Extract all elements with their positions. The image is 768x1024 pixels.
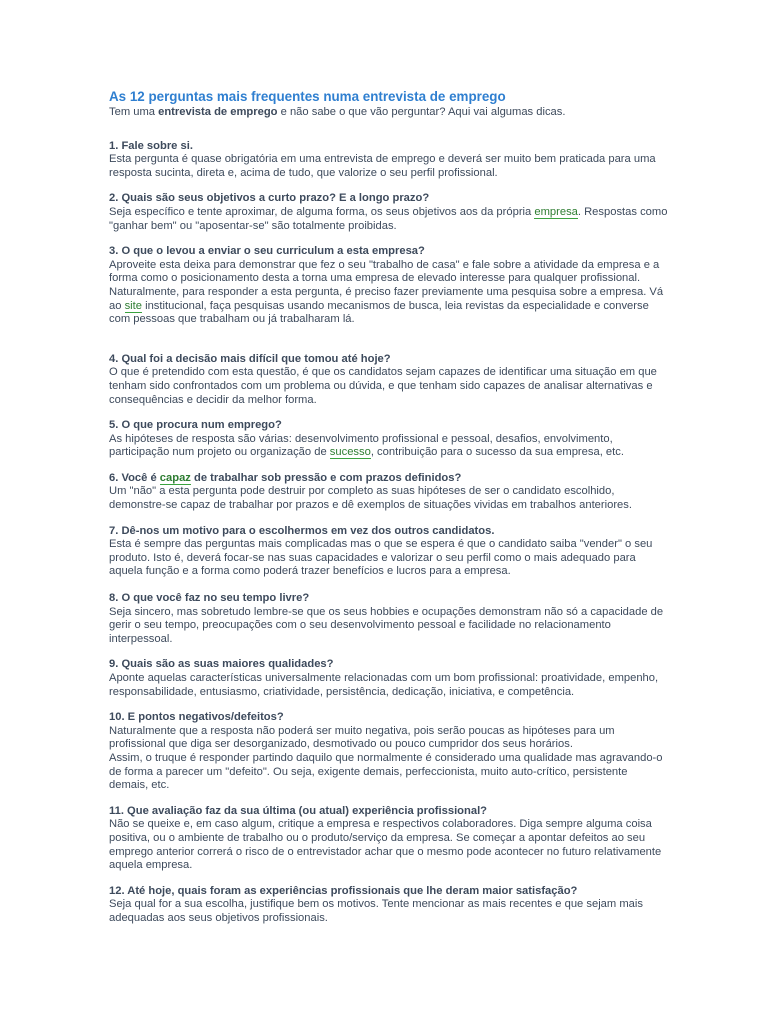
- answer-line: resposta sucinta, direta e, acima de tudo, que valorize o seu perfil profissional.: [109, 166, 498, 179]
- question-title: 3. O que o levou a enviar o seu curriculum a esta empresa?: [109, 245, 425, 258]
- answer-line: tenham sido confrontados com um problema ou dúvida, e que tenham sido capazes de analisar alternativas e: [109, 379, 653, 392]
- question-11: [109, 805, 669, 873]
- answer-text: ao: [109, 299, 125, 312]
- answer-line: demais, etc.: [109, 779, 170, 792]
- question-1: [109, 140, 669, 181]
- answer-line: Esta pergunta é quase obrigatória em uma entrevista de emprego e deverá ser muito bem praticada para uma: [109, 153, 656, 166]
- answer-line: [109, 206, 669, 220]
- question-title: 8. O que você faz no seu tempo livre?: [109, 592, 310, 605]
- question-title: 4. Qual foi a decisão mais difícil que tomou até hoje?: [109, 352, 391, 365]
- answer-line: Seja sincero, mas sobretudo lembre-se que os seus hobbies e ocupações demonstram não só a capacidade de: [109, 605, 664, 618]
- intro-text-end: e não sabe o que vão perguntar? Aqui vai algumas dicas.: [277, 106, 566, 118]
- answer-line: Seja qual for a sua escolha, justifique bem os motivos. Tente mencionar as mais recentes e que sejam mais: [109, 898, 643, 911]
- answer-line: Naturalmente, para responder a esta pergunta, é preciso fazer previamente uma pesquisa sobre a empresa. Vá: [109, 285, 664, 298]
- answer-text: Seja específico e tente aproximar, de alguma forma, os seus objetivos aos da própria: [109, 205, 535, 218]
- article: [109, 88, 669, 926]
- answer-line: aquela função e a forma como poderá trazer benefícios e lucros para a empresa.: [109, 565, 511, 578]
- answer-line: gerir o seu tempo, preocupações com o seu desenvolvimento pessoal e facilidade no relacionamento: [109, 619, 611, 632]
- intro-paragraph: [109, 106, 669, 120]
- question-12: [109, 885, 669, 926]
- question-4: [109, 353, 669, 407]
- answer-line: produto. Isto é, deverá focar-se nas suas capacidades e valorizar o seu perfil como o mais adequado para: [109, 551, 636, 564]
- intro-bold-text: entrevista de emprego: [158, 106, 278, 118]
- answer-line: Naturalmente que a resposta não poderá ser muito negativa, pois serão poucas as hipóteses para um: [109, 724, 615, 737]
- question-9: [109, 658, 669, 699]
- question-7: [109, 525, 669, 579]
- answer-line: Um "não" a esta pergunta pode destruir por completo as suas hipóteses de ser o candidato escolhido,: [109, 485, 615, 498]
- answer-text: participação num projeto ou organização de: [109, 446, 330, 459]
- answer-line: Aponte aquelas características universalmente relacionadas com um bom profissional: proatividade, empenho,: [109, 672, 659, 684]
- answer-line: de forma a parecer um "defeito". Ou seja, exigente demais, perfeccionista, muito auto-crítico, persistente: [109, 765, 628, 778]
- question-title: 5. O que procura num emprego?: [109, 419, 282, 432]
- answer-text: . Respostas como: [577, 205, 668, 218]
- question-8: [109, 592, 669, 646]
- question-2: [109, 192, 669, 233]
- link-capaz[interactable]: capaz: [159, 471, 191, 484]
- question-10: [109, 711, 669, 793]
- answer-line: Assim, o truque é responder partindo daquilo que normalmente é considerado uma qualidade mas agravando-o: [109, 751, 663, 764]
- answer-line: [109, 300, 669, 314]
- answer-text: institucional, faça pesquisas usando mecanismos de busca, leia revistas da especialidade e converse: [141, 299, 649, 312]
- question-title: 11. Que avaliação faz da sua última (ou atual) experiência profissional?: [109, 804, 488, 817]
- answer-line: adequadas aos seus objetivos profissionais.: [109, 911, 328, 924]
- link-site[interactable]: site: [124, 299, 142, 312]
- intro-text: Tem uma: [109, 106, 159, 118]
- link-sucesso[interactable]: sucesso: [329, 446, 371, 459]
- question-6: [109, 472, 669, 513]
- answer-line: interpessoal.: [109, 632, 173, 645]
- answer-line: As hipóteses de resposta são várias: desenvolvimento profissional e pessoal, desafios, envolvimento,: [109, 432, 613, 445]
- question-title: 12. Até hoje, quais foram as experiências profissionais que lhe deram maior satisfação?: [109, 884, 578, 897]
- question-3: [109, 245, 669, 327]
- answer-line: demonstre-se capaz de trabalhar por prazos e dê exemplos de situações vividas em trabalhos anteriores.: [109, 499, 632, 512]
- answer-line: com pessoas que trabalham ou já trabalharam lá.: [109, 313, 355, 326]
- answer-line: emprego anterior correrá o risco de o entrevistador achar que o mesmo pode acontecer no futuro relativamente: [109, 845, 662, 858]
- answer-line: O que é pretendido com esta questão, é que os candidatos sejam capazes de identificar uma situação em que: [109, 366, 657, 379]
- link-empresa[interactable]: empresa: [534, 205, 578, 218]
- question-title-text: de trabalhar sob pressão e com prazos definidos?: [190, 471, 462, 484]
- question-title: 1. Fale sobre si.: [109, 139, 193, 152]
- question-title: [109, 472, 669, 486]
- answer-line: positiva, ou o ambiente de trabalho ou o produto/serviço da empresa. Se começar a apontar defeitos ao seu: [109, 831, 646, 844]
- answer-text: , contribuição para o sucesso da sua empresa, etc.: [370, 446, 624, 459]
- page-title: As 12 perguntas mais frequentes numa entrevista de emprego: [109, 89, 506, 104]
- answer-line: consequências e decidir da melhor forma.: [109, 393, 317, 406]
- answer-line: [109, 446, 669, 460]
- question-5: [109, 419, 669, 460]
- question-title: 2. Quais são seus objetivos a curto prazo? E a longo prazo?: [109, 192, 430, 205]
- question-title: 7. Dê-nos um motivo para o escolhermos em vez dos outros candidatos.: [109, 524, 495, 537]
- question-title-text: 6. Você é: [109, 471, 160, 484]
- answer-line: Não se queixe e, em caso algum, critique a empresa e respectivos colaboradores. Diga sempre alguma coisa: [109, 818, 652, 831]
- answer-line: Esta é sempre das perguntas mais complicadas mas o que se espera é que o candidato saiba "vender" o seu: [109, 538, 653, 551]
- answer-line: aquela empresa.: [109, 859, 193, 872]
- answer-line: "ganhar bem" ou "aposentar-se" são totalmente proibidas.: [109, 219, 397, 232]
- question-title: 10. E pontos negativos/defeitos?: [109, 711, 284, 724]
- answer-line: Aproveite esta deixa para demonstrar que fez o seu "trabalho de casa" e fale sobre a atividade da empresa e a: [109, 258, 660, 271]
- question-title: 9. Quais são as suas maiores qualidades?: [109, 658, 334, 671]
- answer-line: forma como o posicionamento desta a torna uma empresa de elevado interesse para qualquer profissional.: [109, 272, 641, 285]
- answer-line: profissional que diga ser desorganizado, desmotivado ou pouco cumpridor dos seus horários.: [109, 738, 573, 751]
- answer-line: responsabilidade, entusiasmo, criatividade, persistência, dedicação, iniciativa, e competência.: [109, 685, 575, 698]
